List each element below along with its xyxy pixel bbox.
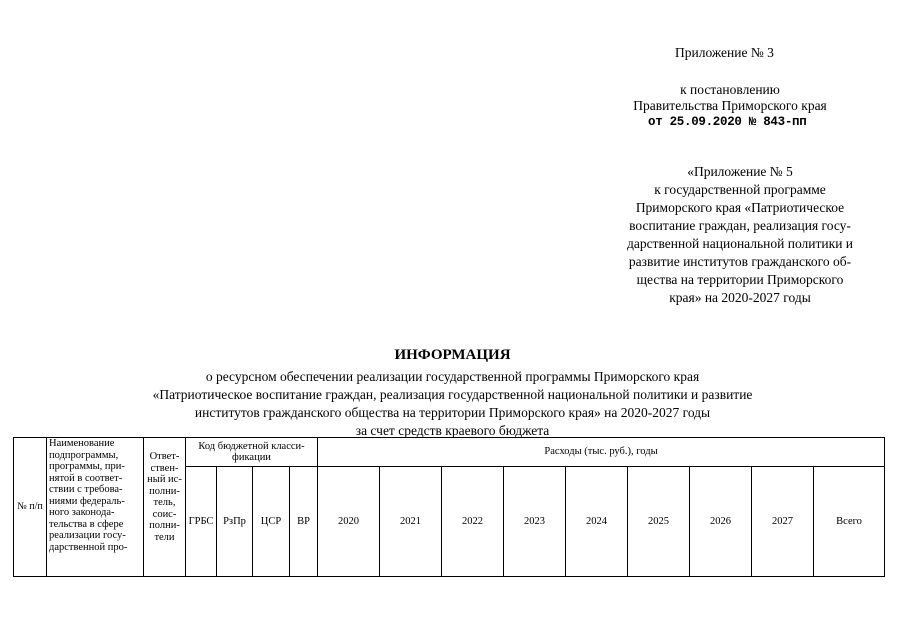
col-responsible-line: тель,	[153, 497, 176, 508]
code-col-rzpr: РзПр	[217, 467, 253, 577]
col-responsible-line: ный ис-	[147, 474, 182, 485]
quoted-appendix-line: «Приложение № 5	[687, 164, 793, 179]
code-col-grbs: ГРБС	[186, 467, 217, 577]
col-name-line: дарственной про-	[49, 541, 128, 553]
col-name-line: программы, при-	[49, 461, 125, 472]
heading-line: за счет средств краевого бюджета	[355, 423, 550, 438]
year-col-2026: 2026	[690, 467, 752, 577]
col-responsible-line: полни-	[149, 520, 180, 531]
year-col-2022: 2022	[442, 467, 504, 577]
resource-table	[13, 437, 885, 577]
col-responsible-line: полни-	[149, 485, 180, 497]
col-responsible-line: соис-	[152, 508, 177, 520]
col-responsible-line: ствен-	[150, 462, 179, 474]
heading-line: о ресурсном обеспечении реализации государственной программы Приморского края	[205, 369, 700, 384]
col-responsible-line: Ответ-	[149, 451, 180, 462]
year-col-2023: 2023	[504, 467, 566, 577]
quoted-appendix-line: воспитание граждан, реализация госу-	[629, 218, 851, 233]
col-responsible-line: тели	[154, 531, 175, 543]
col-name-line: нятой в соответ-	[49, 472, 123, 484]
col-name-line: ниями федераль-	[49, 495, 125, 507]
year-col-2024: 2024	[566, 467, 628, 577]
code-group-line: Код бюджетной класси-	[198, 440, 305, 452]
col-name-line: подпрограммы,	[49, 449, 119, 461]
col-name-line: реализации госу-	[49, 530, 126, 541]
year-col-2020: 2020	[318, 467, 380, 577]
heading-subtitle	[0, 368, 905, 440]
quoted-appendix-line: развитие институтов гражданского об-	[628, 254, 852, 269]
col-name-header	[47, 438, 144, 577]
appendix-to-resolution: к постановлению	[680, 82, 780, 97]
appendix-government: Правительства Приморского края	[633, 98, 827, 113]
expenses-header: Расходы (тыс. руб.), годы	[318, 438, 885, 467]
col-name-line: ного законода-	[49, 507, 115, 518]
col-name-line: тельства в сфере	[49, 518, 124, 530]
quoted-appendix-line: дарственной национальной политики и	[626, 236, 854, 251]
document-title: ИНФОРМАЦИЯ	[394, 347, 511, 363]
year-col-2025: 2025	[628, 467, 690, 577]
year-col-2027: 2027	[752, 467, 814, 577]
code-col-csr: ЦСР	[253, 467, 290, 577]
col-number-header: № п/п	[14, 438, 47, 577]
heading-line: «Патриотическое воспитание граждан, реализация государственной национальной политики и развитие	[152, 387, 753, 402]
quoted-appendix	[605, 163, 875, 307]
appendix-date-number: от 25.09.2020 № 843-пп	[648, 115, 807, 129]
col-name-line: Наименование	[49, 438, 115, 449]
col-responsible-header	[144, 438, 186, 577]
col-name-line: ствии с требова-	[49, 484, 123, 495]
year-col-2021: 2021	[380, 467, 442, 577]
heading-line: институтов гражданского общества на территории Приморского края» на 2020-2027 годы	[194, 405, 711, 420]
year-col-total: Всего	[814, 467, 885, 577]
quoted-appendix-line: к государственной программе	[654, 182, 826, 197]
quoted-appendix-line: края» на 2020-2027 годы	[669, 290, 811, 305]
quoted-appendix-line: щества на территории Приморского	[636, 272, 844, 287]
code-group-header	[186, 438, 318, 467]
code-col-vr: ВР	[290, 467, 318, 577]
appendix-number: Приложение № 3	[675, 45, 774, 60]
quoted-appendix-line: Приморского края «Патриотическое	[635, 200, 845, 215]
code-group-line: фикации	[232, 452, 271, 463]
